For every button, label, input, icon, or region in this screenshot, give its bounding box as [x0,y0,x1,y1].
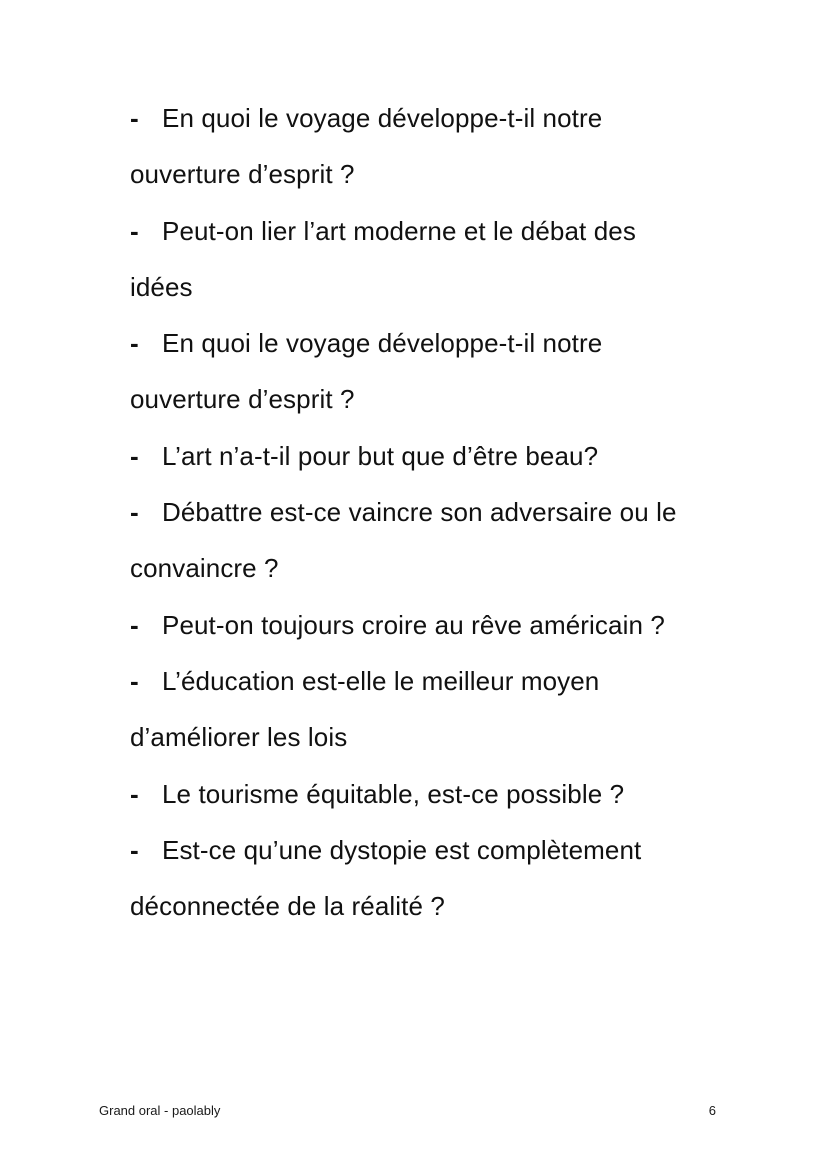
list-item-continuation: ouverture d’esprit ? [130,159,355,190]
list-item [130,653,730,766]
bullet-dash: - [130,778,139,809]
list-item [130,203,730,316]
list-item [130,766,730,822]
list-item [130,484,730,597]
list-item-continuation: idées [130,271,193,302]
list-item-continuation: d’améliorer les lois [130,722,348,753]
list-item [130,822,730,935]
bullet-dash: - [130,665,139,696]
list-item [130,315,730,428]
question-list [130,90,730,934]
bullet-dash: - [130,609,139,640]
list-item-text: Peut-on toujours croire au rêve américain ? [162,609,665,640]
list-item-continuation: ouverture d’esprit ? [130,384,355,415]
list-item-continuation: convaincre ? [130,553,279,584]
list-item-text: L’art n’a-t-il pour but que d’être beau? [162,440,599,471]
page-number: 6 [708,1103,716,1118]
bullet-dash: - [130,215,139,246]
list-item-text: Est-ce qu’une dystopie est complètement [162,834,642,865]
footer-title: Grand oral - paolably [99,1103,221,1118]
list-item-continuation: déconnectée de la réalité ? [130,891,445,922]
bullet-dash: - [130,497,139,528]
list-item [130,597,730,653]
list-item-text: En quoi le voyage développe-t-il notre [162,103,603,133]
list-item-text: Débattre est-ce vaincre son adversaire ou le [162,497,677,528]
bullet-dash: - [130,328,139,359]
list-item-text: En quoi le voyage développe-t-il notre [162,328,603,359]
list-item [130,90,730,203]
list-item-text: Peut-on lier l’art moderne et le débat des [162,215,636,246]
bullet-dash: - [130,440,139,471]
bullet-dash: - [130,103,139,133]
list-item-text: L’éducation est-elle le meilleur moyen [162,665,600,696]
bullet-dash: - [130,834,139,865]
list-item-text: Le tourisme équitable, est-ce possible ? [162,778,625,809]
list-item [130,428,730,484]
